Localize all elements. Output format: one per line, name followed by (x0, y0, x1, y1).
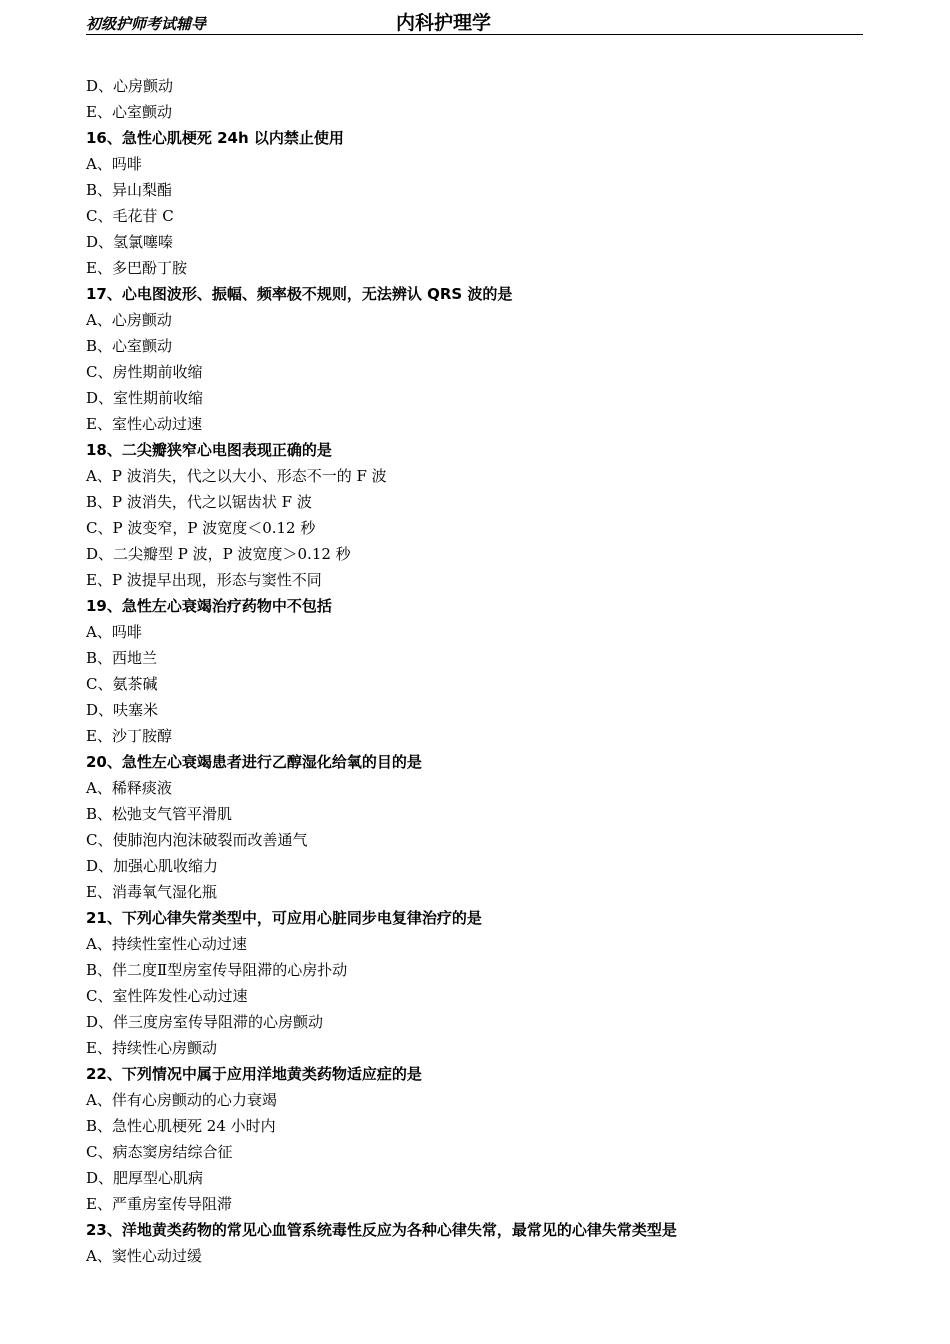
answer-option: D、加强心肌收缩力 (86, 857, 219, 875)
answer-option: D、肥厚型心肌病 (86, 1169, 204, 1187)
answer-option: B、异山梨酯 (86, 181, 173, 199)
answer-option: A、伴有心房颤动的心力衰竭 (86, 1091, 277, 1109)
answer-option: D、室性期前收缩 (86, 389, 204, 407)
question-stem: 21、下列心律失常类型中，可应用心脏同步电复律治疗的是 (86, 909, 482, 927)
answer-option: A、持续性室性心动过速 (86, 935, 247, 953)
header-center-title: 内科护理学 (396, 12, 492, 34)
answer-option: E、消毒氧气湿化瓶 (86, 883, 217, 901)
answer-option: C、P 波变窄，P 波宽度＜0.12 秒 (86, 519, 316, 537)
question-stem: 18、二尖瓣狭窄心电图表现正确的是 (86, 441, 332, 459)
answer-option: E、多巴酚丁胺 (86, 259, 187, 277)
question-list (86, 73, 876, 1269)
answer-option: B、西地兰 (86, 649, 158, 667)
answer-option: B、急性心肌梗死 24 小时内 (86, 1117, 276, 1135)
answer-option: C、室性阵发性心动过速 (86, 987, 248, 1005)
answer-option: C、房性期前收缩 (86, 363, 203, 381)
answer-option: E、室性心动过速 (86, 415, 202, 433)
question-stem: 19、急性左心衰竭治疗药物中不包括 (86, 597, 332, 615)
answer-option: E、P 波提早出现，形态与窦性不同 (86, 571, 322, 589)
question-stem: 22、下列情况中属于应用洋地黄类药物适应症的是 (86, 1065, 422, 1083)
answer-option: C、氨茶碱 (86, 675, 158, 693)
answer-option: C、毛花苷 C (86, 207, 174, 225)
answer-option: D、心房颤动 (86, 77, 174, 95)
answer-option: E、心室颤动 (86, 103, 172, 121)
question-stem: 17、心电图波形、振幅、频率极不规则，无法辨认 QRS 波的是 (86, 285, 513, 303)
answer-option: D、氢氯噻嗪 (86, 233, 174, 251)
question-stem: 23、洋地黄类药物的常见心血管系统毒性反应为各种心律失常，最常见的心律失常类型是 (86, 1221, 677, 1239)
answer-option: E、沙丁胺醇 (86, 727, 172, 745)
answer-option: A、吗啡 (86, 623, 142, 641)
answer-option: E、持续性心房颤动 (86, 1039, 217, 1057)
answer-option: B、心室颤动 (86, 337, 173, 355)
header-left-title: 初级护师考试辅导 (86, 15, 207, 33)
answer-option: A、吗啡 (86, 155, 142, 173)
answer-option: B、P 波消失，代之以锯齿状 F 波 (86, 493, 312, 511)
answer-option: A、心房颤动 (86, 311, 172, 329)
answer-option: D、二尖瓣型 P 波，P 波宽度＞0.12 秒 (86, 545, 351, 563)
answer-option: C、病态窦房结综合征 (86, 1143, 233, 1161)
question-stem: 20、急性左心衰竭患者进行乙醇湿化给氧的目的是 (86, 753, 422, 771)
question-stem: 16、急性心肌梗死 24h 以内禁止使用 (86, 129, 344, 147)
answer-option: A、窦性心动过缓 (86, 1247, 202, 1265)
answer-option: B、伴二度Ⅱ型房室传导阻滞的心房扑动 (86, 961, 348, 979)
answer-option: D、伴三度房室传导阻滞的心房颤动 (86, 1013, 324, 1031)
answer-option: C、使肺泡内泡沫破裂而改善通气 (86, 831, 308, 849)
answer-option: A、P 波消失，代之以大小、形态不一的 F 波 (86, 467, 387, 485)
page-header (86, 8, 863, 35)
answer-option: E、严重房室传导阻滞 (86, 1195, 232, 1213)
answer-option: D、呋塞米 (86, 701, 159, 719)
answer-option: B、松弛支气管平滑肌 (86, 805, 233, 823)
answer-option: A、稀释痰液 (86, 779, 172, 797)
